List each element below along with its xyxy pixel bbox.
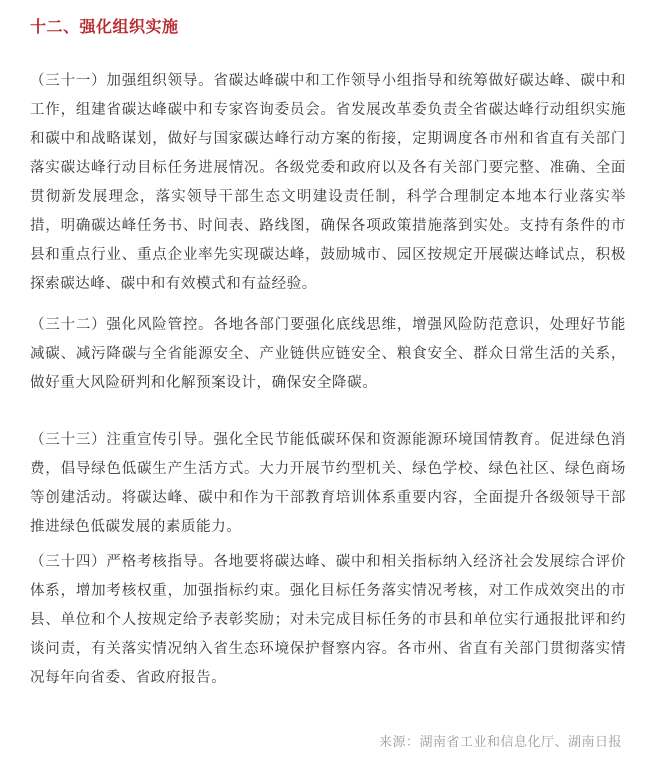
paragraph-34: （三十四）严格考核指导。各地要将碳达峰、碳中和相关指标纳入经济社会发展综合评价体系，增加考核权重，加强指标约束。强化目标任务落实情况考核，对工作成效突出的市县、单位和个人按规定给予表彰奖励；对未完成目标任务的市县和单位实行通报批评和约谈问责，有关落实情况纳入省生态环境保护督察内容。各市州、省直有关部门贯彻落实情况每年向省委、省政府报告。 <box>30 554 626 686</box>
source-credit: 来源：湖南省工业和信息化厅、湖南日报 <box>378 735 622 750</box>
paragraph-31: （三十一）加强组织领导。省碳达峰碳中和工作领导小组指导和统筹做好碳达峰、碳中和工作，组建省碳达峰碳中和专家咨询委员会。省发展改革委负责全省碳达峰行动组织实施和碳中和战略谋划，做好与国家碳达峰行动方案的衔接，定期调度各市州和省直有关部门落实碳达峰行动目标任务进展情况。各级党委和政府以及各有关部门要完整、准确、全面贯彻新发展理念，落实领导干部生态文明建设责任制，科学合理制定本地本行业落实举措，明确碳达峰任务书、时间表、路线图，确保各项政策措施落到实处。支持有条件的市县和重点行业、重点企业率先实现碳达峰，鼓励城市、园区按规定开展碳达峰试点，积极探索碳达峰、碳中和有效模式和有益经验。 <box>30 73 626 292</box>
paragraph-33: （三十三）注重宣传引导。强化全民节能低碳环保和资源能源环境国情教育。促进绿色消费，倡导绿色低碳生产生活方式。大力开展节约型机关、绿色学校、绿色社区、绿色商场等创建活动。将碳达峰、碳中和作为干部教育培训体系重要内容，全面提升各级领导干部推进绿色低碳发展的素质能力。 <box>30 432 626 535</box>
paragraph-32: （三十二）强化风险管控。各地各部门要强化底线思维，增强风险防范意识，处理好节能减碳、减污降碳与全省能源安全、产业链供应链安全、粮食安全、群众日常生活的关系，做好重大风险研判和化解预案设计，确保安全降碳。 <box>30 317 626 391</box>
section-title: 十二、强化组织实施 <box>30 17 179 36</box>
